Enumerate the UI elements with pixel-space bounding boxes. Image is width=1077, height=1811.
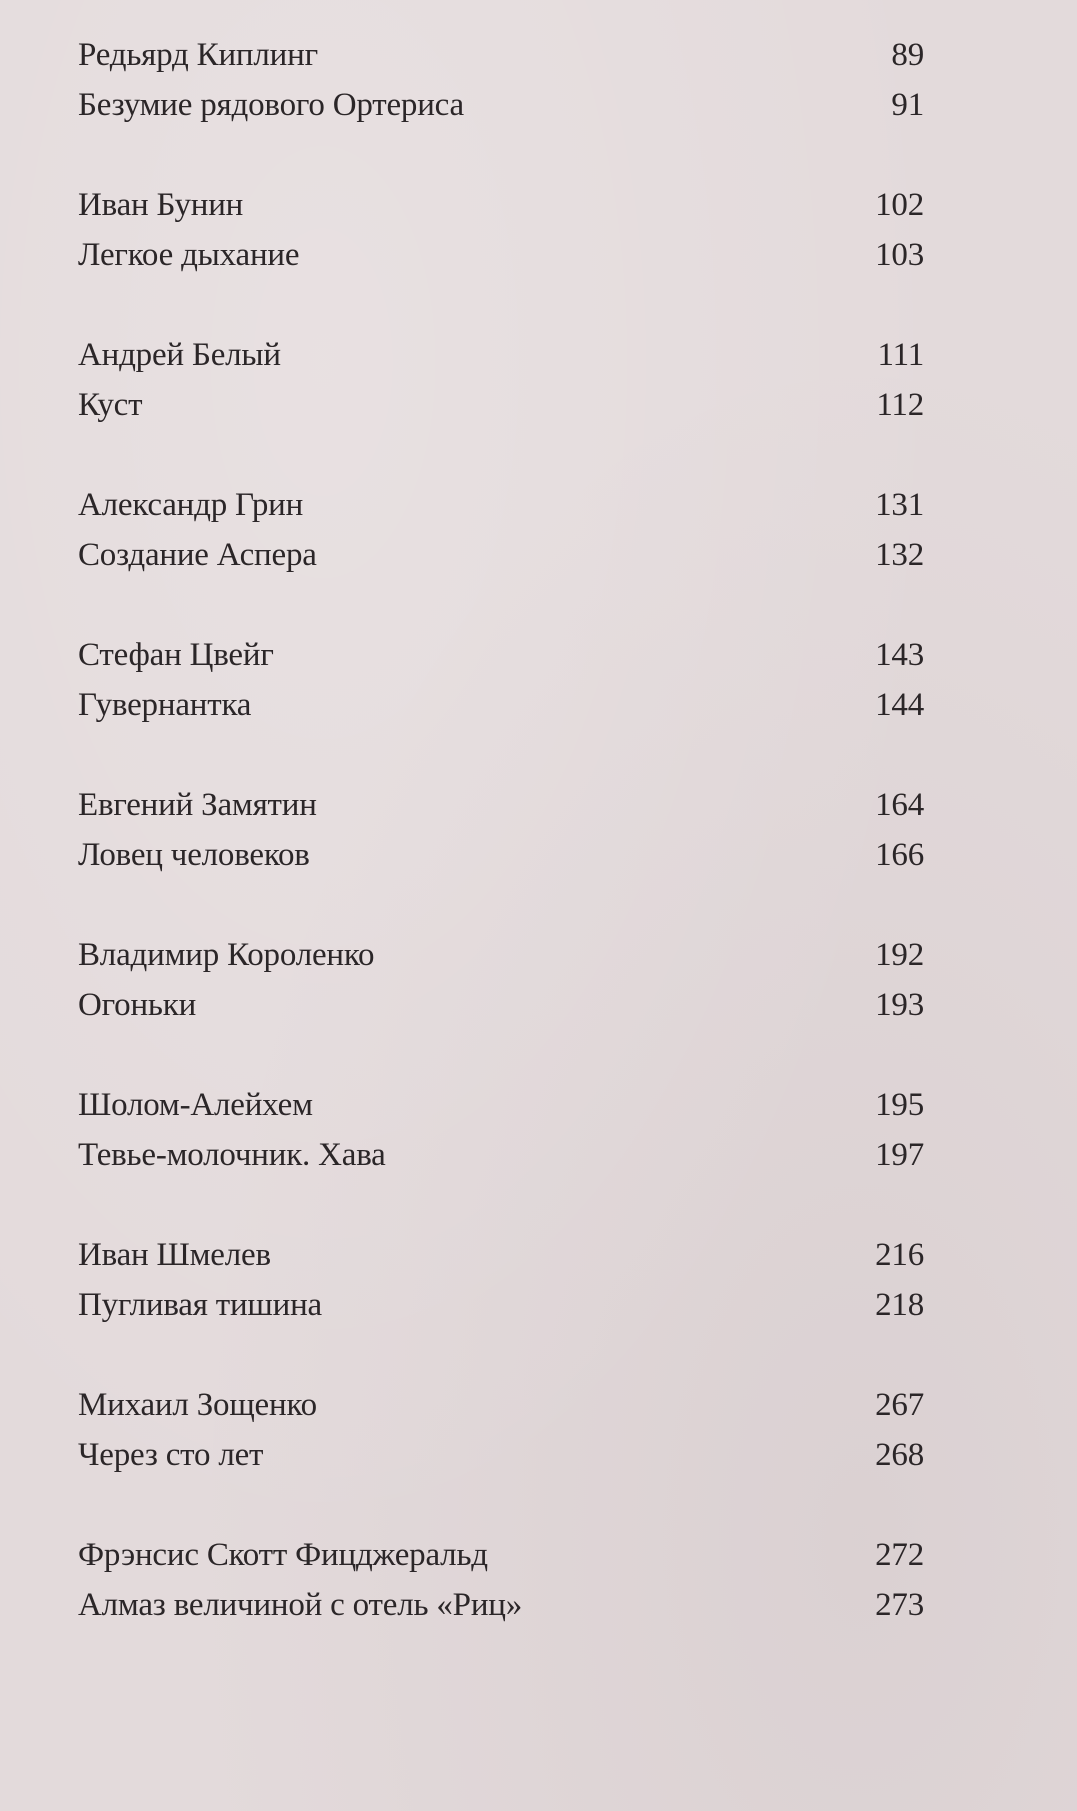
page-number: 166 xyxy=(875,837,924,873)
author-name: Александр Грин xyxy=(78,487,304,523)
toc-work-entry xyxy=(78,80,924,130)
toc-group xyxy=(78,630,924,780)
page-number: 102 xyxy=(875,187,924,223)
page-number: 193 xyxy=(875,987,924,1023)
page-number: 164 xyxy=(875,787,924,823)
toc-author-entry xyxy=(78,630,924,680)
page-number: 273 xyxy=(875,1587,924,1623)
toc-work-entry xyxy=(78,1580,924,1630)
toc-work-entry xyxy=(78,680,924,730)
toc-work-entry xyxy=(78,1430,924,1480)
page-number: 144 xyxy=(875,687,924,723)
page-number: 192 xyxy=(875,937,924,973)
page-number: 216 xyxy=(875,1237,924,1273)
author-name: Владимир Короленко xyxy=(78,937,375,973)
work-title: Тевье-молочник. Хава xyxy=(78,1137,386,1173)
page-number: 267 xyxy=(875,1387,924,1423)
work-title: Огоньки xyxy=(78,987,197,1023)
page-number: 111 xyxy=(877,337,924,373)
toc-work-entry xyxy=(78,1280,924,1330)
toc-group xyxy=(78,1530,924,1680)
work-title: Алмаз величиной с отель «Риц» xyxy=(78,1587,523,1623)
toc-group xyxy=(78,930,924,1080)
work-title: Пугливая тишина xyxy=(78,1287,323,1323)
page-number: 89 xyxy=(891,37,924,73)
author-name: Михаил Зощенко xyxy=(78,1387,317,1423)
page-number: 112 xyxy=(876,387,924,423)
toc-work-entry xyxy=(78,380,924,430)
toc-author-entry xyxy=(78,30,924,80)
author-name: Евгений Замятин xyxy=(78,787,317,823)
toc-group xyxy=(78,780,924,930)
toc-group xyxy=(78,1230,924,1380)
toc-author-entry xyxy=(78,330,924,380)
page-number: 132 xyxy=(875,537,924,573)
toc-author-entry xyxy=(78,1380,924,1430)
toc-group xyxy=(78,1080,924,1230)
toc-group xyxy=(78,1380,924,1530)
page-number: 197 xyxy=(875,1137,924,1173)
toc-author-entry xyxy=(78,930,924,980)
work-title: Создание Аспера xyxy=(78,537,317,573)
author-name: Фрэнсис Скотт Фицджеральд xyxy=(78,1537,488,1573)
page-number: 103 xyxy=(875,237,924,273)
toc-work-entry xyxy=(78,230,924,280)
toc-author-entry xyxy=(78,1230,924,1280)
page-number: 218 xyxy=(875,1287,924,1323)
author-name: Шолом-Алейхем xyxy=(78,1087,313,1123)
author-name: Иван Бунин xyxy=(78,187,244,223)
toc-author-entry xyxy=(78,480,924,530)
work-title: Легкое дыхание xyxy=(78,237,300,273)
author-name: Андрей Белый xyxy=(78,337,281,373)
toc-group xyxy=(78,30,924,180)
work-title: Гувернантка xyxy=(78,687,252,723)
toc-work-entry xyxy=(78,980,924,1030)
page-number: 91 xyxy=(891,87,924,123)
toc-author-entry xyxy=(78,1080,924,1130)
page-number: 143 xyxy=(875,637,924,673)
work-title: Куст xyxy=(78,387,143,423)
work-title: Ловец человеков xyxy=(78,837,310,873)
work-title: Безумие рядового Ортериса xyxy=(78,87,464,123)
toc-work-entry xyxy=(78,830,924,880)
page-number: 268 xyxy=(875,1437,924,1473)
toc-work-entry xyxy=(78,530,924,580)
toc-author-entry xyxy=(78,1530,924,1580)
page-number: 195 xyxy=(875,1087,924,1123)
page-number: 272 xyxy=(875,1537,924,1573)
toc-group xyxy=(78,330,924,480)
author-name: Иван Шмелев xyxy=(78,1237,271,1273)
toc-author-entry xyxy=(78,780,924,830)
toc-group xyxy=(78,180,924,330)
toc-author-entry xyxy=(78,180,924,230)
table-of-contents xyxy=(78,30,924,1680)
work-title: Через сто лет xyxy=(78,1437,264,1473)
author-name: Редьярд Киплинг xyxy=(78,37,318,73)
page-number: 131 xyxy=(875,487,924,523)
toc-work-entry xyxy=(78,1130,924,1180)
author-name: Стефан Цвейг xyxy=(78,637,274,673)
toc-group xyxy=(78,480,924,630)
